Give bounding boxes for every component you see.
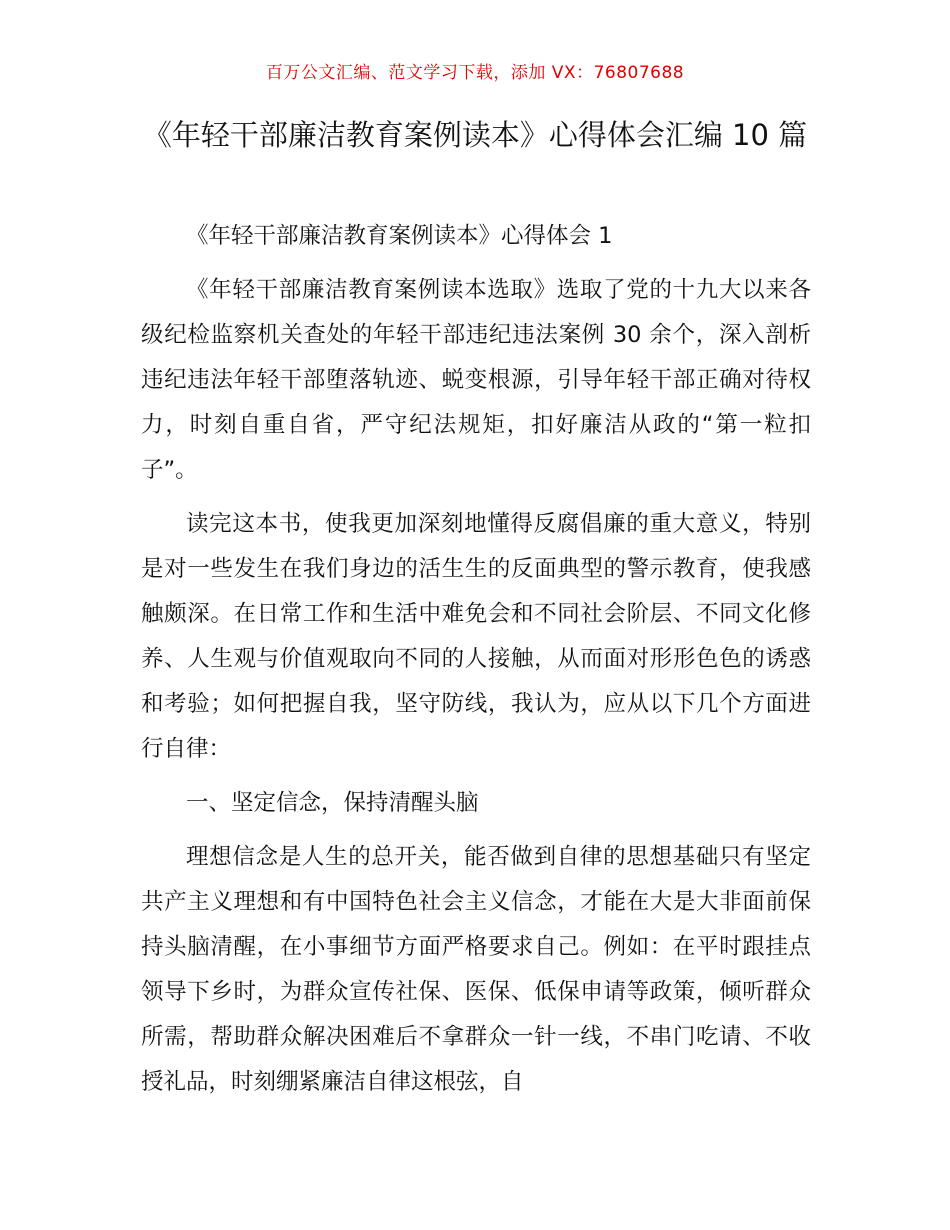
document-title: 《年轻干部廉洁教育案例读本》心得体会汇编 10 篇 [142,118,808,152]
section-subtitle: 《年轻干部廉洁教育案例读本》心得体会 1 [186,223,613,249]
paragraph: 《年轻干部廉洁教育案例读本选取》选取了党的十九大以来各级纪检监察机关查处的年轻干部违纪违法案例 30 余个，深入剖析违纪违法年轻干部堕落轨迹、蜕变根源，引导年轻干部正确对待权力，时刻自重自省，严守纪法规矩，扣好廉洁从政的“第一粒扣子”。 [141,277,811,483]
paragraph: 理想信念是人生的总开关，能否做到自律的思想基础只有坚定共产主义理想和有中国特色社会主义信念，才能在大是大非面前保持头脑清醒，在小事细节方面严格要求自己。例如：在平时跟挂点领导下乡时，为群众宣传社保、医保、低保申请等政策，倾听群众所需，帮助群众解决困难后不拿群众一针一线，不串门吃请、不收授礼品，时刻绷紧廉洁自律这根弦，自 [141,844,811,1095]
paragraph: 读完这本书，使我更加深刻地懂得反腐倡廉的重大意义，特别是对一些发生在我们身边的活生生的反面典型的警示教育，使我感触颇深。在日常工作和生活中难免会和不同社会阶层、不同文化修养、人生观与价值观取向不同的人接触，从而面对形形色色的诱惑和考验；如何把握自我，坚守防线，我认为，应从以下几个方面进行自律： [141,511,811,762]
section-heading: 一、坚定信念，保持清醒头脑 [186,790,479,816]
document-body [141,214,811,1114]
header-notice: 百万公文汇编、范文学习下载，添加 VX：76807688 [265,63,685,83]
